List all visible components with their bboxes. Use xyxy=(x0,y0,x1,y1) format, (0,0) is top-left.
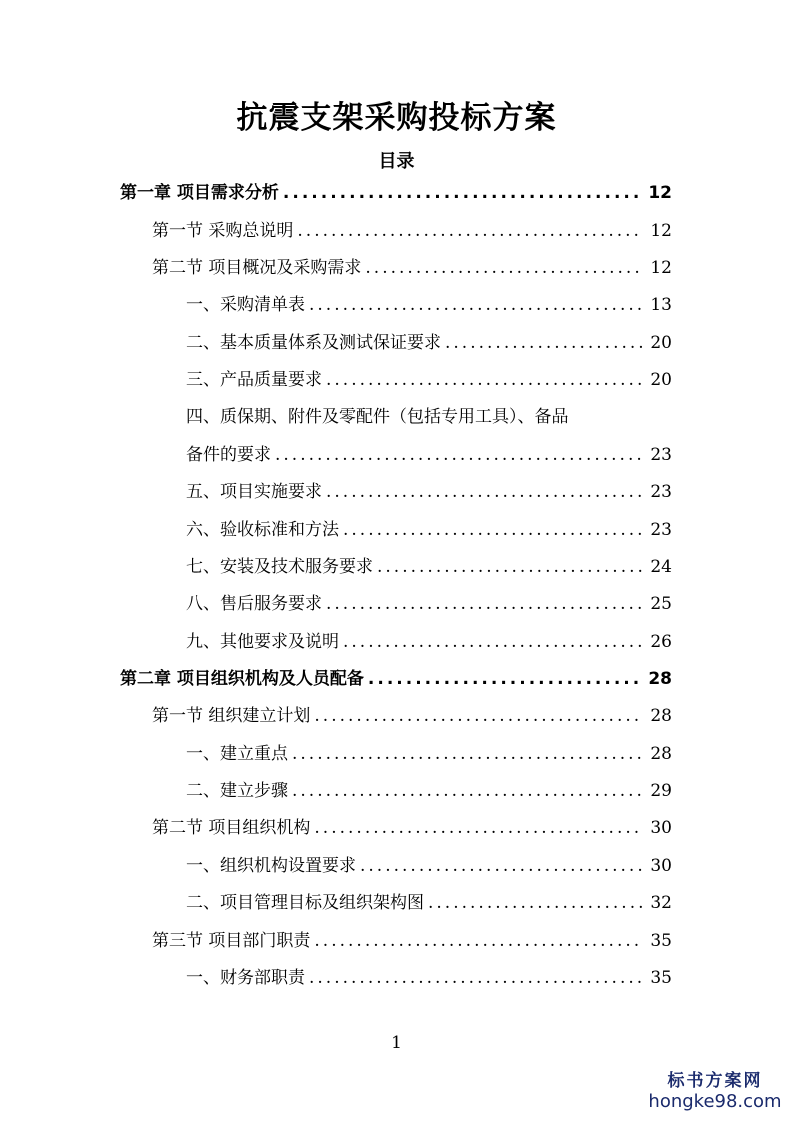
toc-leader-dots xyxy=(309,293,642,317)
document-title: 抗震支架采购投标方案 xyxy=(236,100,557,136)
toc-entry-page: 30 xyxy=(650,818,672,838)
toc-entry-page: 20 xyxy=(650,370,672,390)
toc-entry-page: 32 xyxy=(650,893,672,913)
toc-leader-dots xyxy=(368,667,640,691)
toc-leader-dots xyxy=(283,181,640,205)
toc-entry-item[interactable] xyxy=(186,518,672,542)
toc-entry-text: 一、财务部职责 xyxy=(186,968,305,988)
toc-entry-item[interactable] xyxy=(186,854,672,878)
toc-entry-item[interactable] xyxy=(186,779,672,803)
toc-leader-dots xyxy=(445,331,642,355)
toc-leader-dots xyxy=(314,704,642,728)
toc-entry-text: 六、验收标准和方法 xyxy=(186,520,339,540)
toc-entry-page: 23 xyxy=(650,520,672,540)
toc-entry-page: 12 xyxy=(650,221,672,241)
toc-entry-text: 三、产品质量要求 xyxy=(186,370,322,390)
toc-leader-dots xyxy=(428,891,642,915)
toc-entry-text: 第二节 项目组织机构 xyxy=(152,818,311,838)
toc-leader-dots xyxy=(343,630,642,654)
toc-entry-item[interactable] xyxy=(186,630,672,654)
toc-entry-page: 35 xyxy=(650,931,672,951)
toc-entry-page: 28 xyxy=(648,669,672,689)
toc-leader-dots xyxy=(360,854,642,878)
toc-entry-text: 第一节 组织建立计划 xyxy=(152,706,311,726)
toc-entry-page: 26 xyxy=(650,632,672,652)
toc-entry-item[interactable] xyxy=(186,331,672,355)
toc-leader-dots xyxy=(377,555,642,579)
toc-entry-page: 28 xyxy=(650,744,672,764)
toc-entry-item[interactable] xyxy=(186,480,672,504)
toc-entry-text: 五、项目实施要求 xyxy=(186,482,322,502)
toc-entry-page: 29 xyxy=(650,781,672,801)
toc-entry-item[interactable] xyxy=(186,293,672,317)
watermark-url: hongke98.com xyxy=(648,1091,782,1112)
toc-entry-page: 25 xyxy=(650,594,672,614)
toc-entry-text: 第三节 项目部门职责 xyxy=(152,931,311,951)
toc-entry-page: 28 xyxy=(650,706,672,726)
toc-entry-text: 第一节 采购总说明 xyxy=(152,221,294,241)
toc-entry-item[interactable] xyxy=(186,742,672,766)
toc-entry-section[interactable] xyxy=(152,816,672,840)
toc-entry-text: 第二节 项目概况及采购需求 xyxy=(152,258,362,278)
toc-entry-page: 24 xyxy=(650,557,672,577)
watermark-name: 标书方案网 xyxy=(667,1071,763,1091)
toc-entry-text: 一、组织机构设置要求 xyxy=(186,856,356,876)
toc-entry-item[interactable] xyxy=(186,891,672,915)
toc-leader-dots xyxy=(314,929,642,953)
toc-entry-page: 23 xyxy=(650,482,672,502)
toc-entry-text: 八、售后服务要求 xyxy=(186,594,322,614)
toc-entry-text: 七、安装及技术服务要求 xyxy=(186,557,373,577)
toc-entry-item[interactable] xyxy=(186,555,672,579)
toc-entry-text: 第一章 项目需求分析 xyxy=(120,183,279,203)
toc-entry-page: 35 xyxy=(650,968,672,988)
toc-entry-text: 二、基本质量体系及测试保证要求 xyxy=(186,333,441,353)
page-number: 1 xyxy=(391,1033,402,1053)
toc-entry-page: 30 xyxy=(650,856,672,876)
toc-entry-text: 二、项目管理目标及组织架构图 xyxy=(186,893,424,913)
toc-leader-dots xyxy=(314,816,642,840)
toc-entry-page: 23 xyxy=(650,445,672,465)
toc-heading: 目录 xyxy=(378,151,415,172)
toc-entry-chapter[interactable] xyxy=(120,667,672,691)
toc-leader-dots xyxy=(326,592,642,616)
toc-entry-section[interactable] xyxy=(152,256,672,280)
toc-entry-page: 12 xyxy=(650,258,672,278)
toc-entry-text: 二、建立步骤 xyxy=(186,781,288,801)
toc-entry-text: 第二章 项目组织机构及人员配备 xyxy=(120,669,364,689)
toc-entry-text: 九、其他要求及说明 xyxy=(186,632,339,652)
toc-leader-dots xyxy=(275,443,642,467)
toc-entry-text: 一、采购清单表 xyxy=(186,295,305,315)
toc-leader-dots xyxy=(292,779,642,803)
toc-entry-page: 13 xyxy=(650,295,672,315)
toc-entry-chapter[interactable] xyxy=(120,181,672,205)
site-watermark xyxy=(640,1066,790,1112)
toc-entry-text: 一、建立重点 xyxy=(186,744,288,764)
toc-entry-section[interactable] xyxy=(152,704,672,728)
toc-entry-item[interactable] xyxy=(186,592,672,616)
toc-entry-page: 20 xyxy=(650,333,672,353)
toc-entry-item[interactable] xyxy=(186,966,672,990)
toc-entry-section[interactable] xyxy=(152,929,672,953)
toc-entry-item[interactable] xyxy=(186,443,672,467)
toc-leader-dots xyxy=(343,518,642,542)
toc-entry-page: 12 xyxy=(648,183,672,203)
toc-leader-dots xyxy=(292,742,642,766)
toc-leader-dots xyxy=(326,368,642,392)
toc-leader-dots xyxy=(309,966,642,990)
toc-leader-dots xyxy=(365,256,642,280)
toc-entry-text: 备件的要求 xyxy=(186,445,271,465)
toc-entry-section[interactable] xyxy=(152,219,672,243)
toc-entry-text-line1[interactable]: 四、质保期、附件及零配件（包括专用工具）、备品 xyxy=(186,407,569,427)
toc-leader-dots xyxy=(326,480,642,504)
toc-leader-dots xyxy=(297,219,642,243)
toc-entry-item[interactable] xyxy=(186,368,672,392)
